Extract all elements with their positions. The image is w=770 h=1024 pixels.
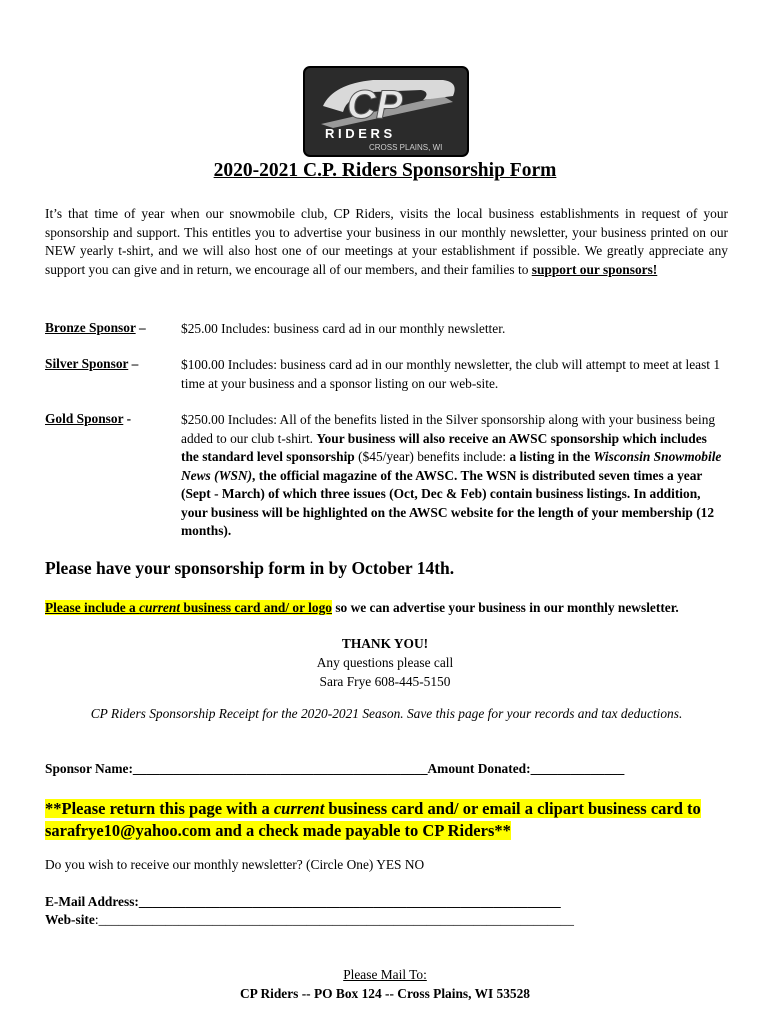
bronze-tier xyxy=(45,320,728,340)
include-part2: business card and/ or logo xyxy=(180,600,332,615)
silver-label-text: Silver Sponsor xyxy=(45,356,129,371)
silver-sep: – xyxy=(128,356,139,371)
sponsor-name-label: Sponsor Name: xyxy=(45,761,133,776)
bronze-label xyxy=(45,320,146,336)
mail-to-heading: Please Mail To: xyxy=(343,967,427,982)
cp-riders-logo xyxy=(303,66,469,157)
include-current: current xyxy=(139,600,181,615)
silver-description: $100.00 Includes: business card ad in our monthly newsletter, the club will attempt to meet at least 1 time at your business and a sponsor listing on our web-site. xyxy=(181,357,721,391)
amount-donated-field[interactable]: ______________ xyxy=(530,761,625,776)
logo-riders-text: R I D E R S xyxy=(325,126,393,141)
thank-you: THANK YOU! xyxy=(341,636,429,651)
return-part2: business card and/ or email a clipart business card to sarafrye10@yahoo.com and a check made payable to CP Riders** xyxy=(45,799,701,840)
email-line xyxy=(45,894,561,910)
website-label: Web-site xyxy=(45,912,95,927)
website-colon: : xyxy=(94,912,99,927)
email-label: E-Mail Address: xyxy=(45,894,139,909)
gold-tier xyxy=(45,411,728,561)
gold-desc-f: , the official magazine of the AWSC. The WSN is distributed seven times a year (Sept - March) of which three issues (Oct, Dec & Feb) contain business listings. In addition, your business will be highlighted on the AWSC website for the length of your membership (12 months). xyxy=(181,467,715,538)
gold-label xyxy=(45,411,131,427)
website-line xyxy=(45,912,574,928)
intro-emphasis: support our sponsors! xyxy=(531,261,658,277)
return-current: current xyxy=(273,799,325,818)
website-field[interactable]: _______________________________________________________________________ xyxy=(98,912,574,927)
questions-line: Any questions please call xyxy=(316,655,454,670)
amount-donated-label: Amount Donated: xyxy=(427,761,531,776)
mailing-address: CP Riders -- PO Box 124 -- Cross Plains, WI 53528 xyxy=(239,986,530,1001)
gold-desc-b: Your business will also receive an AWSC sponsorship which includes the standard level sponsorship xyxy=(181,430,707,464)
bronze-label-text: Bronze Sponsor xyxy=(45,320,136,335)
email-field[interactable]: _______________________________________________________________ xyxy=(138,894,561,909)
gold-description xyxy=(181,411,726,541)
gold-desc-d: a listing in the xyxy=(509,449,594,464)
bronze-sep: – xyxy=(135,320,146,335)
include-notice xyxy=(45,598,728,617)
logo-main-text: CP xyxy=(347,83,403,127)
silver-tier xyxy=(45,356,728,396)
gold-desc-c: ($45/year) benefits include: xyxy=(354,449,510,464)
silver-label xyxy=(45,356,138,372)
sponsor-line xyxy=(45,761,624,777)
gold-sep: - xyxy=(123,411,132,426)
intro-paragraph xyxy=(45,205,728,279)
gold-desc-a: $250.00 Includes: All of the benefits listed in the Silver sponsorship along with your business being added to our club t-shirt. xyxy=(181,412,716,446)
return-notice xyxy=(45,798,735,842)
page-title: 2020-2021 C.P. Riders Sponsorship Form xyxy=(213,160,557,181)
contact-line: Sara Frye 608-445-5150 xyxy=(319,674,451,689)
include-part1: Please include a xyxy=(45,600,140,615)
gold-label-text: Gold Sponsor xyxy=(45,411,124,426)
receipt-note: CP Riders Sponsorship Receipt for the 2020-2021 Season. Save this page for your records and tax deductions. xyxy=(90,706,683,721)
gold-desc-wsn: Wisconsin Snowmobile News (WSN) xyxy=(181,449,722,483)
logo-location-text: CROSS PLAINS, WI xyxy=(369,143,443,152)
newsletter-question: Do you wish to receive our monthly newsletter? (Circle One) YES NO xyxy=(45,857,425,872)
intro-text: It’s that time of year when our snowmobile club, CP Riders, visits the local business establishments in request of your sponsorship and support. This entitles you to advertise your business in our monthly newsletter, your business printed on our NEW yearly t-shirt, and we will also host one of our meetings at your establishment if possible. We greatly appreciate any support you can give and in return, we encourage all of our members, and their families to xyxy=(45,206,728,277)
sponsor-name-field[interactable]: ____________________________________________ xyxy=(132,761,428,776)
deadline-notice: Please have your sponsorship form in by October 14th. xyxy=(45,558,455,578)
bronze-description: $25.00 Includes: business card ad in our monthly newsletter. xyxy=(181,321,506,336)
return-part1: **Please return this page with a xyxy=(45,799,274,818)
include-rest: so we can advertise your business in our monthly newsletter. xyxy=(331,600,679,615)
